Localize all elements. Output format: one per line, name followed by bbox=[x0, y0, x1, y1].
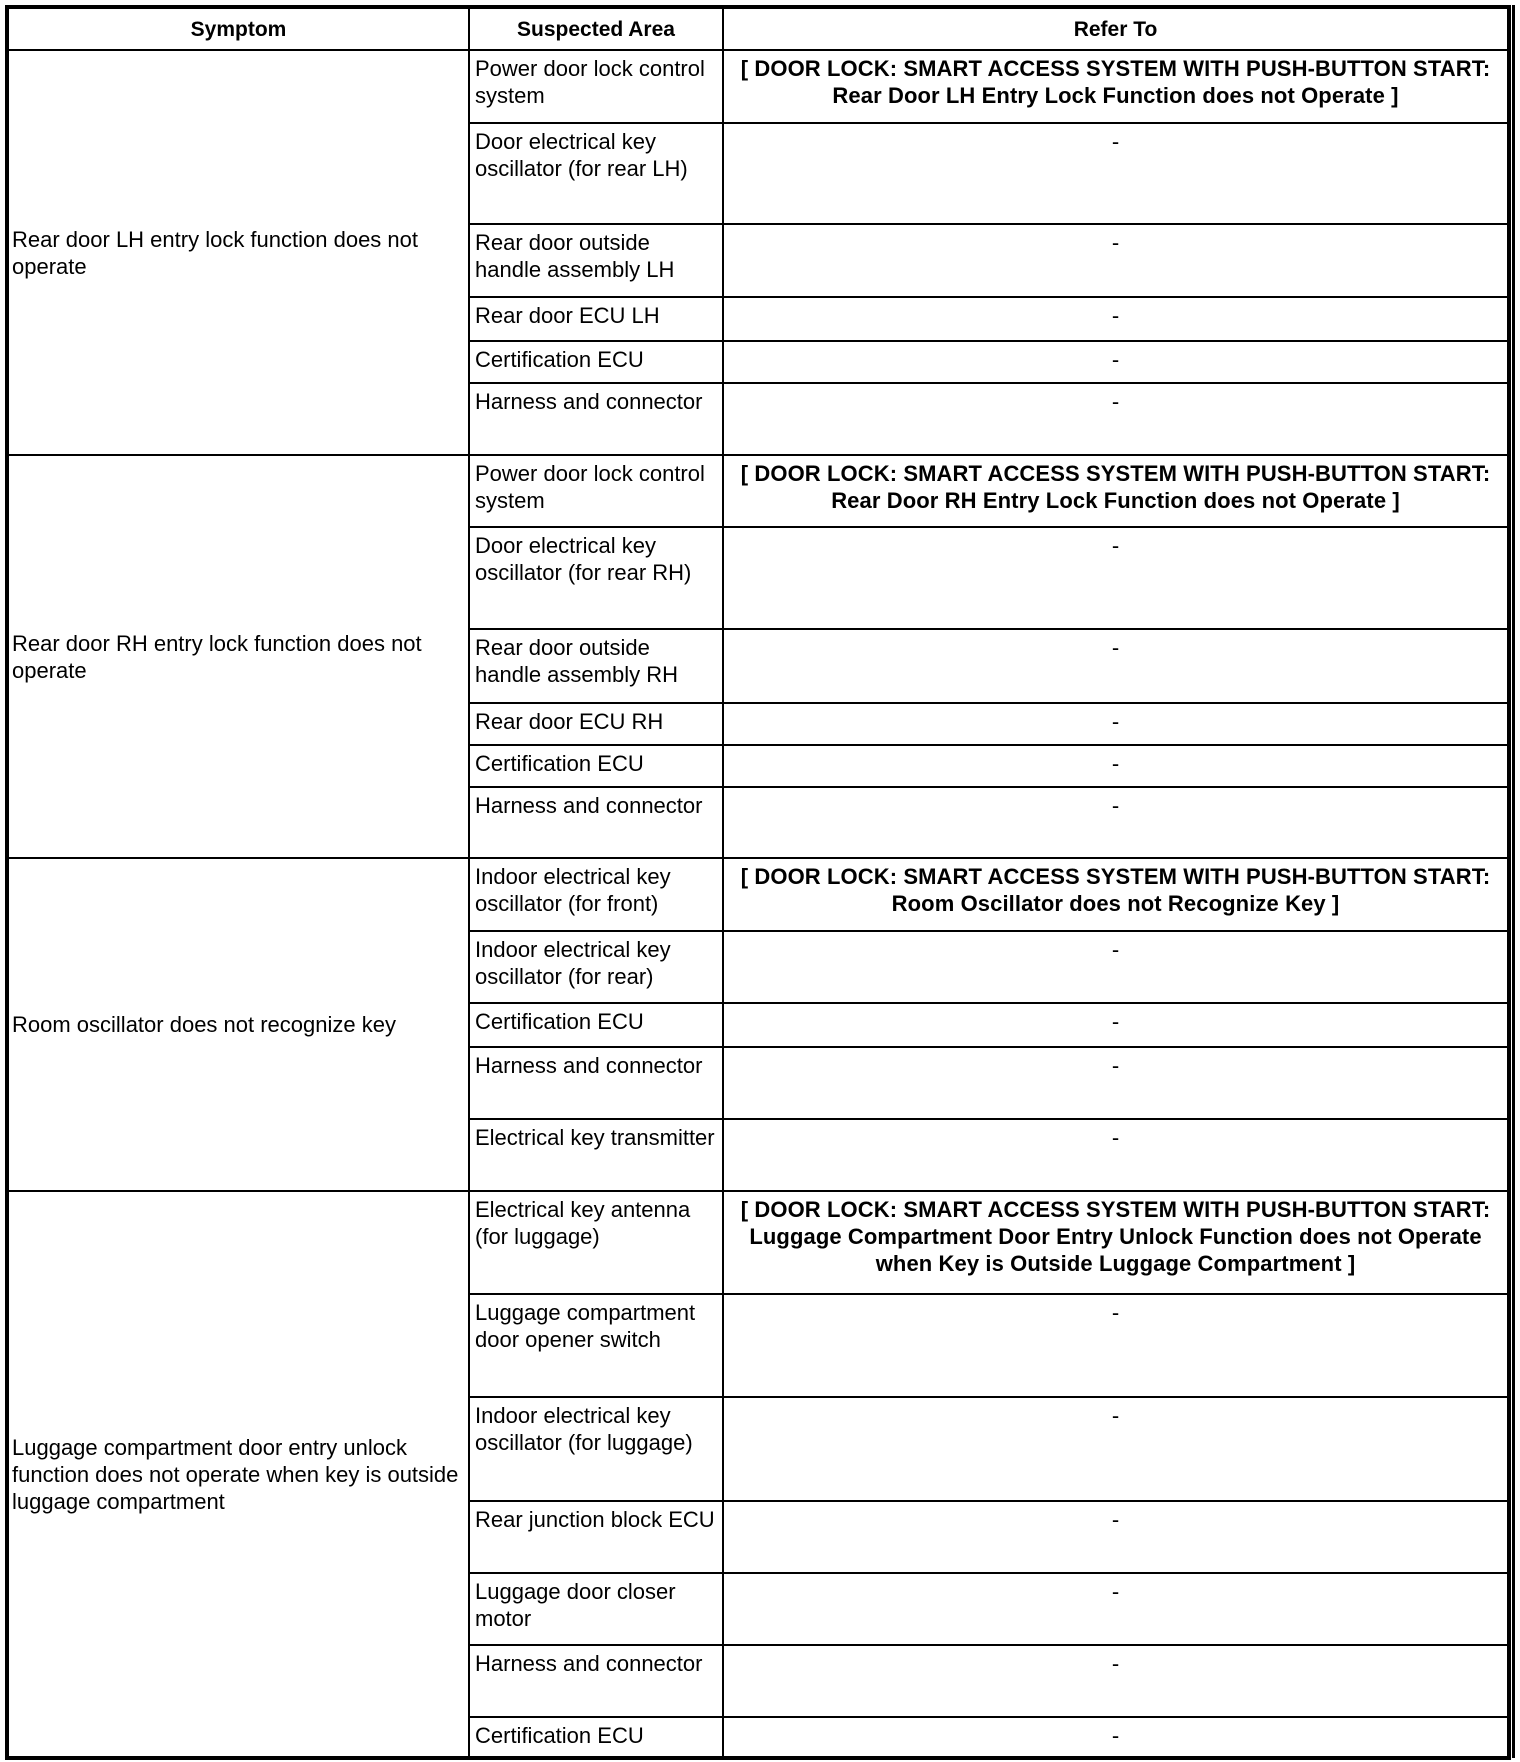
table-row bbox=[7, 1191, 1509, 1294]
suspected-area-cell: Harness and connector bbox=[469, 1645, 723, 1717]
refer-to-cell: - bbox=[723, 341, 1509, 383]
table-row bbox=[7, 50, 1509, 123]
suspected-area-cell: Harness and connector bbox=[469, 787, 723, 858]
refer-to-link[interactable]: [ DOOR LOCK: SMART ACCESS SYSTEM WITH PUSH-BUTTON START: Luggage Compartment Door Entry Unlock Function does not Operate when Key is Outside Luggage Compartment ] bbox=[723, 1191, 1509, 1294]
symptom-cell: Rear door RH entry lock function does not operate bbox=[7, 455, 469, 858]
refer-to-cell: - bbox=[723, 787, 1509, 858]
suspected-area-cell: Certification ECU bbox=[469, 1717, 723, 1758]
table-row bbox=[7, 455, 1509, 527]
header-refer-to: Refer To bbox=[723, 7, 1509, 50]
symptom-cell: Luggage compartment door entry unlock function does not operate when key is outside luggage compartment bbox=[7, 1191, 469, 1758]
refer-to-cell: - bbox=[723, 1573, 1509, 1645]
refer-to-cell: - bbox=[723, 931, 1509, 1003]
suspected-area-cell: Power door lock control system bbox=[469, 50, 723, 123]
table-row bbox=[7, 858, 1509, 931]
refer-to-cell: - bbox=[723, 703, 1509, 745]
vertical-scroll-edge bbox=[1512, 5, 1515, 1758]
suspected-area-cell: Door electrical key oscillator (for rear RH) bbox=[469, 527, 723, 629]
suspected-area-cell: Luggage compartment door opener switch bbox=[469, 1294, 723, 1397]
troubleshooting-table bbox=[5, 5, 1511, 1760]
suspected-area-cell: Certification ECU bbox=[469, 341, 723, 383]
refer-to-cell: - bbox=[723, 527, 1509, 629]
suspected-area-cell: Harness and connector bbox=[469, 383, 723, 455]
suspected-area-cell: Rear door ECU LH bbox=[469, 297, 723, 341]
suspected-area-cell: Certification ECU bbox=[469, 1003, 723, 1047]
refer-to-cell: - bbox=[723, 383, 1509, 455]
refer-to-cell: - bbox=[723, 123, 1509, 224]
refer-to-cell: - bbox=[723, 1397, 1509, 1501]
refer-to-cell: - bbox=[723, 1501, 1509, 1573]
header-row bbox=[7, 7, 1509, 50]
refer-to-cell: - bbox=[723, 1003, 1509, 1047]
refer-to-link[interactable]: [ DOOR LOCK: SMART ACCESS SYSTEM WITH PUSH-BUTTON START: Rear Door RH Entry Lock Function does not Operate ] bbox=[723, 455, 1509, 527]
suspected-area-cell: Power door lock control system bbox=[469, 455, 723, 527]
suspected-area-cell: Electrical key antenna (for luggage) bbox=[469, 1191, 723, 1294]
suspected-area-cell: Luggage door closer motor bbox=[469, 1573, 723, 1645]
suspected-area-cell: Rear door outside handle assembly RH bbox=[469, 629, 723, 703]
symptom-cell: Rear door LH entry lock function does not operate bbox=[7, 50, 469, 455]
refer-to-cell: - bbox=[723, 1645, 1509, 1717]
refer-to-link[interactable]: [ DOOR LOCK: SMART ACCESS SYSTEM WITH PUSH-BUTTON START: Rear Door LH Entry Lock Function does not Operate ] bbox=[723, 50, 1509, 123]
suspected-area-cell: Rear junction block ECU bbox=[469, 1501, 723, 1573]
suspected-area-cell: Indoor electrical key oscillator (for front) bbox=[469, 858, 723, 931]
suspected-area-cell: Rear door outside handle assembly LH bbox=[469, 224, 723, 297]
suspected-area-cell: Certification ECU bbox=[469, 745, 723, 787]
suspected-area-cell: Door electrical key oscillator (for rear LH) bbox=[469, 123, 723, 224]
suspected-area-cell: Rear door ECU RH bbox=[469, 703, 723, 745]
suspected-area-cell: Indoor electrical key oscillator (for rear) bbox=[469, 931, 723, 1003]
refer-to-cell: - bbox=[723, 1047, 1509, 1119]
refer-to-cell: - bbox=[723, 1294, 1509, 1397]
suspected-area-cell: Indoor electrical key oscillator (for luggage) bbox=[469, 1397, 723, 1501]
refer-to-cell: - bbox=[723, 745, 1509, 787]
refer-to-cell: - bbox=[723, 629, 1509, 703]
suspected-area-cell: Harness and connector bbox=[469, 1047, 723, 1119]
header-suspected-area: Suspected Area bbox=[469, 7, 723, 50]
symptom-cell: Room oscillator does not recognize key bbox=[7, 858, 469, 1191]
refer-to-link[interactable]: [ DOOR LOCK: SMART ACCESS SYSTEM WITH PUSH-BUTTON START: Room Oscillator does not Recognize Key ] bbox=[723, 858, 1509, 931]
refer-to-cell: - bbox=[723, 224, 1509, 297]
suspected-area-cell: Electrical key transmitter bbox=[469, 1119, 723, 1191]
header-symptom: Symptom bbox=[7, 7, 469, 50]
refer-to-cell: - bbox=[723, 1717, 1509, 1758]
refer-to-cell: - bbox=[723, 297, 1509, 341]
refer-to-cell: - bbox=[723, 1119, 1509, 1191]
